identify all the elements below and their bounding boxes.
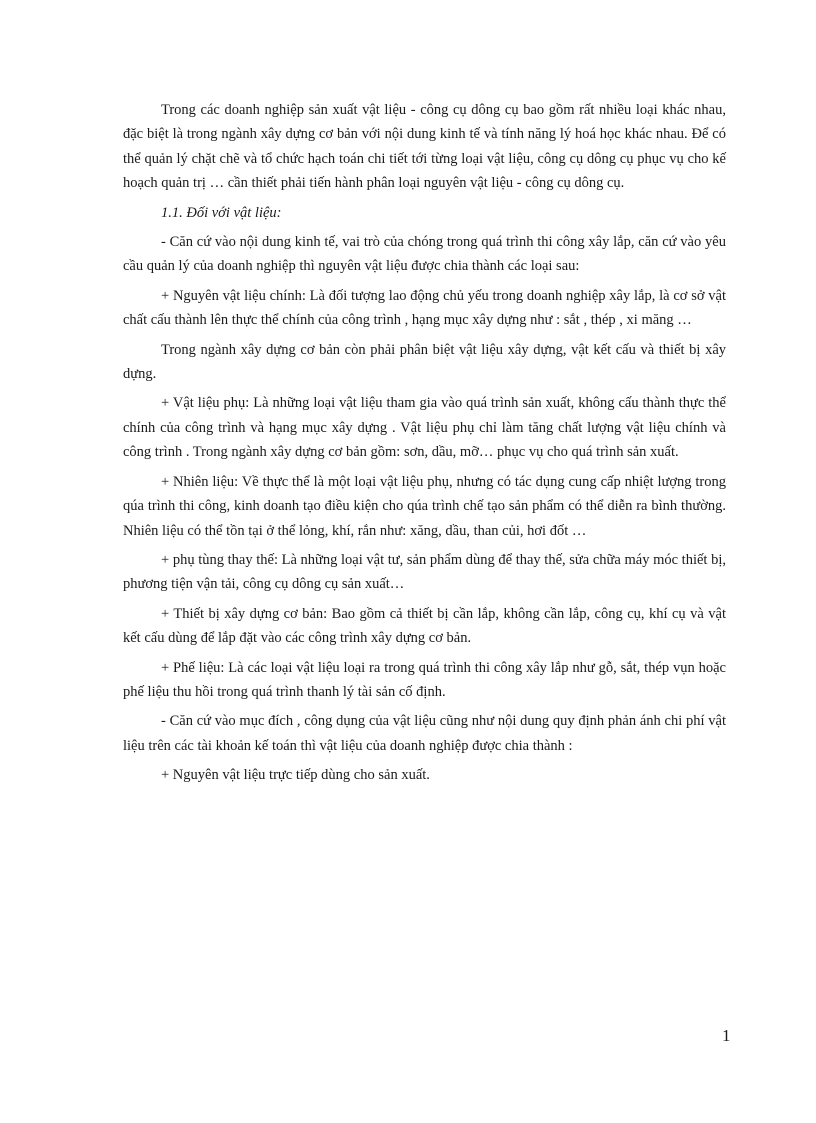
paragraph-classification-purpose: - Căn cứ vào mục đích , công dụng của vật liệu cũng như nội dung quy định phản ánh chi phí vật liệu trên các tài khoản kế toán thì vật liệu của doanh nghiệp được chia thành : [123,713,726,754]
paragraph-fuel: + Nhiên liệu: Về thực thể là một loại vật liệu phụ, nhưng có tác dụng cung cấp nhiệt lượng trong qúa trình thi công, kinh doanh tạo điều kiện cho qúa trình chế tạo sản phẩm có thể diễn ra bình thường. Nhiên liệu có thể tồn tại ở thể lỏng, khí, rắn như: xăng, dầu, than củi, hơi đốt … [123,473,726,539]
paragraph-main-materials: + Nguyên vật liệu chính: Là đối tượng lao động chủ yếu trong doanh nghiệp xây lắp, là cơ sở vật chất cấu thành lên thực thể chính của công trình , hạng mục xây dựng như : sắt , thép , xi măng … [123,287,726,329]
section-heading: 1.1. Đối với vật liệu: [161,204,282,221]
paragraph-construction-equipment: + Thiết bị xây dựng cơ bản: Bao gồm cả thiết bị cần lắp, không cần lắp, công cụ, khí cụ và vật kết cấu dùng để lắp đặt vào các công trình xây dựng cơ bản. [123,605,726,647]
document-body [123,98,726,793]
paragraph-spare-parts: + phụ tùng thay thế: Là những loại vật tư, sản phẩm dùng để thay thế, sửa chữa máy móc thiết bị, phương tiện vận tải, công cụ dông cụ sản xuất… [123,551,726,593]
paragraph-intro: Trong các doanh nghiệp sản xuất vật liệu - công cụ dông cụ bao gồm rất nhiều loại khác nhau, đặc biệt là trong ngành xây dựng cơ bản với nội dung kinh tế và tính năng lý hoá học khác nhau. Để có thể quản lý chặt chẽ và tổ chức hạch toán chi tiết tới từng loại vật liệu, công cụ dông cụ phục vụ cho kế hoạch quản trị … cần thiết phải tiến hành phân loại nguyên vật liệu - công cụ dông cụ. [123,102,726,192]
paragraph-classification-economic: - Căn cứ vào nội dung kinh tế, vai trò của chóng trong quá trình thi công xây lắp, căn cứ vào yêu cầu quản lý của doanh nghiệp thì nguyên vật liệu được chia thành các loại sau: [123,234,726,275]
paragraph-auxiliary-materials: + Vật liệu phụ: Là những loại vật liệu tham gia vào quá trình sản xuất, không cấu thành thực thể chính của công trình và hạng mục xây dựng . Vật liệu phụ chỉ làm tăng chất lượng vật liệu chính và công trình . Trong ngành xây dựng cơ bản gồm: sơn, dầu, mỡ… phục vụ cho quá trình sản xuất. [123,395,726,461]
paragraph-direct-materials: + Nguyên vật liệu trực tiếp dùng cho sản xuất. [161,767,430,784]
page-number: 1 [722,1026,731,1045]
paragraph-scrap: + Phế liệu: Là các loại vật liệu loại ra trong quá trình thi công xây lắp như gỗ, sắt, thép vụn hoặc phế liệu thu hồi trong quá trình thanh lý tài sản cố định. [123,659,726,700]
paragraph-construction-distinction: Trong ngành xây dựng cơ bản còn phải phân biệt vật liệu xây dựng, vật kết cấu và thiết bị xây dựng. [123,341,726,383]
